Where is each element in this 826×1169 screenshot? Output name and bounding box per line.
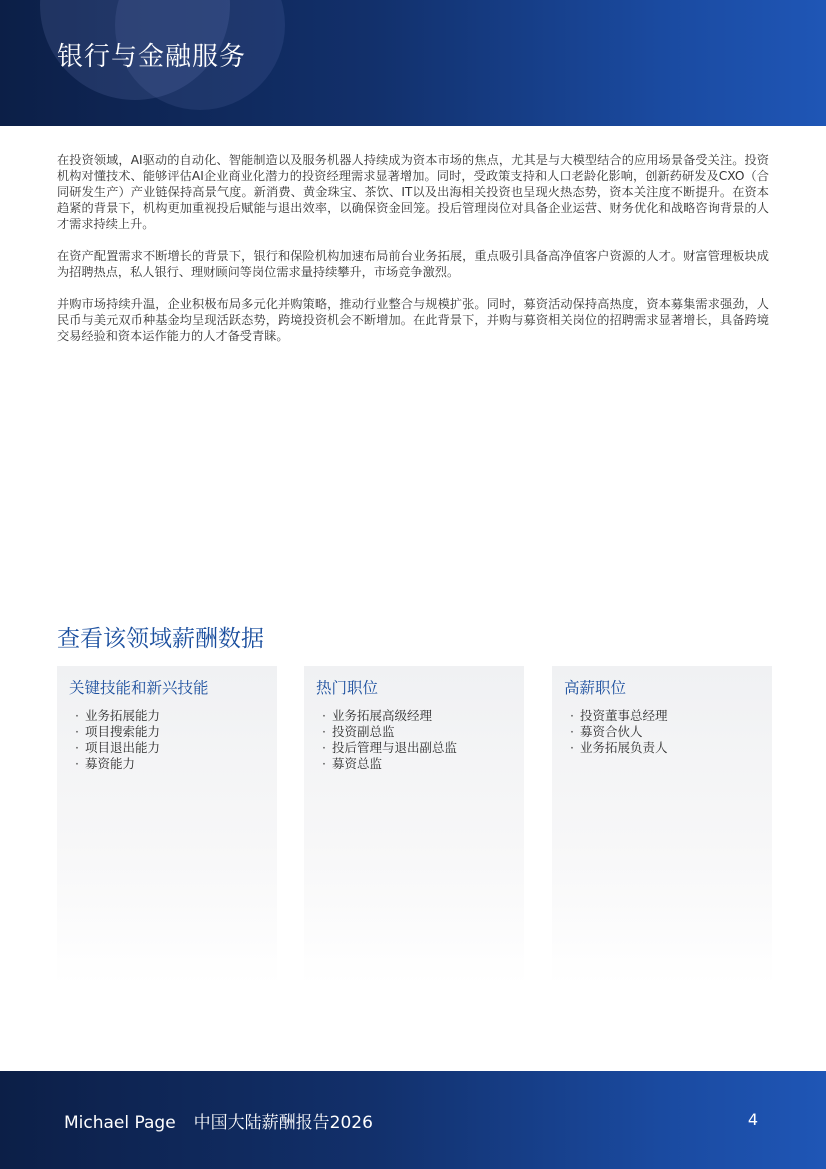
list-item: · 募资合伙人 [564,724,760,740]
bullet-icon: · [75,756,79,771]
page-number: 4 [747,1110,758,1129]
list-item: · 业务拓展高级经理 [316,708,512,724]
bullet-icon: · [75,724,79,739]
card-list [316,708,512,772]
paragraph: 并购市场持续升温，企业积极布局多元化并购策略，推动行业整合与规模扩张。同时，募资活动保持高热度，资本募集需求强劲，人民币与美元双币种基金均呈现活跃态势，跨境投资机会不断增加。在此背景下，并购与募资相关岗位的招聘需求显著增长，具备跨境交易经验和资本运作能力的人才备受青睐。 [57,297,769,343]
list-item: · 业务拓展负责人 [564,740,760,756]
card-high-salary-positions [552,666,772,986]
salary-section-title: 查看该领域薪酬数据 [57,626,264,652]
card-title: 热门职位 [316,679,379,697]
bullet-icon: · [322,724,326,739]
list-item: · 投后管理与退出副总监 [316,740,512,756]
list-item: · 业务拓展能力 [69,708,265,724]
list-item: · 募资能力 [69,756,265,772]
page-header [0,0,826,126]
bullet-icon: · [322,756,326,771]
footer-brand [64,1108,373,1133]
bullet-icon: · [570,724,574,739]
list-item: · 投资董事总经理 [564,708,760,724]
card-hot-positions [304,666,524,986]
page-title: 银行与金融服务 [57,42,247,72]
list-item: · 项目搜索能力 [69,724,265,740]
card-key-skills [57,666,277,986]
bullet-icon: · [322,740,326,755]
paragraph: 在资产配置需求不断增长的背景下，银行和保险机构加速布局前台业务拓展，重点吸引具备高净值客户资源的人才。财富管理板块成为招聘热点，私人银行、理财顾问等岗位需求量持续攀升，市场竞争激烈。 [57,249,769,279]
bullet-icon: · [570,740,574,755]
card-title: 关键技能和新兴技能 [69,679,209,697]
bullet-icon: · [75,708,79,723]
bullet-icon: · [75,740,79,755]
list-item: · 募资总监 [316,756,512,772]
list-item: · 投资副总监 [316,724,512,740]
card-title: 高薪职位 [564,679,627,697]
card-list [564,708,760,756]
bullet-icon: · [570,708,574,723]
page-footer [0,1071,826,1169]
brand-name: Michael Page [64,1113,176,1133]
list-item: · 项目退出能力 [69,740,265,756]
body-text [57,152,769,360]
bullet-icon: · [322,708,326,723]
card-list [69,708,265,772]
report-title: 中国大陆薪酬报告2026 [193,1113,373,1133]
paragraph: 在投资领域，AI驱动的自动化、智能制造以及服务机器人持续成为资本市场的焦点，尤其是与大模型结合的应用场景备受关注。投资机构对懂技术、能够评估AI企业商业化潜力的投资经理需求显著增加。同时，受政策支持和人口老龄化影响，创新药研发及CXO（合同研发生产）产业链保持高景气度。新消费、黄金珠宝、茶饮、IT以及出海相关投资也呈现火热态势，资本关注度不断提升。在资本趋紧的背景下，机构更加重视投后赋能与退出效率，以确保资金回笼。投后管理岗位对具备企业运营、财务优化和战略咨询背景的人才需求持续上升。 [57,153,769,231]
